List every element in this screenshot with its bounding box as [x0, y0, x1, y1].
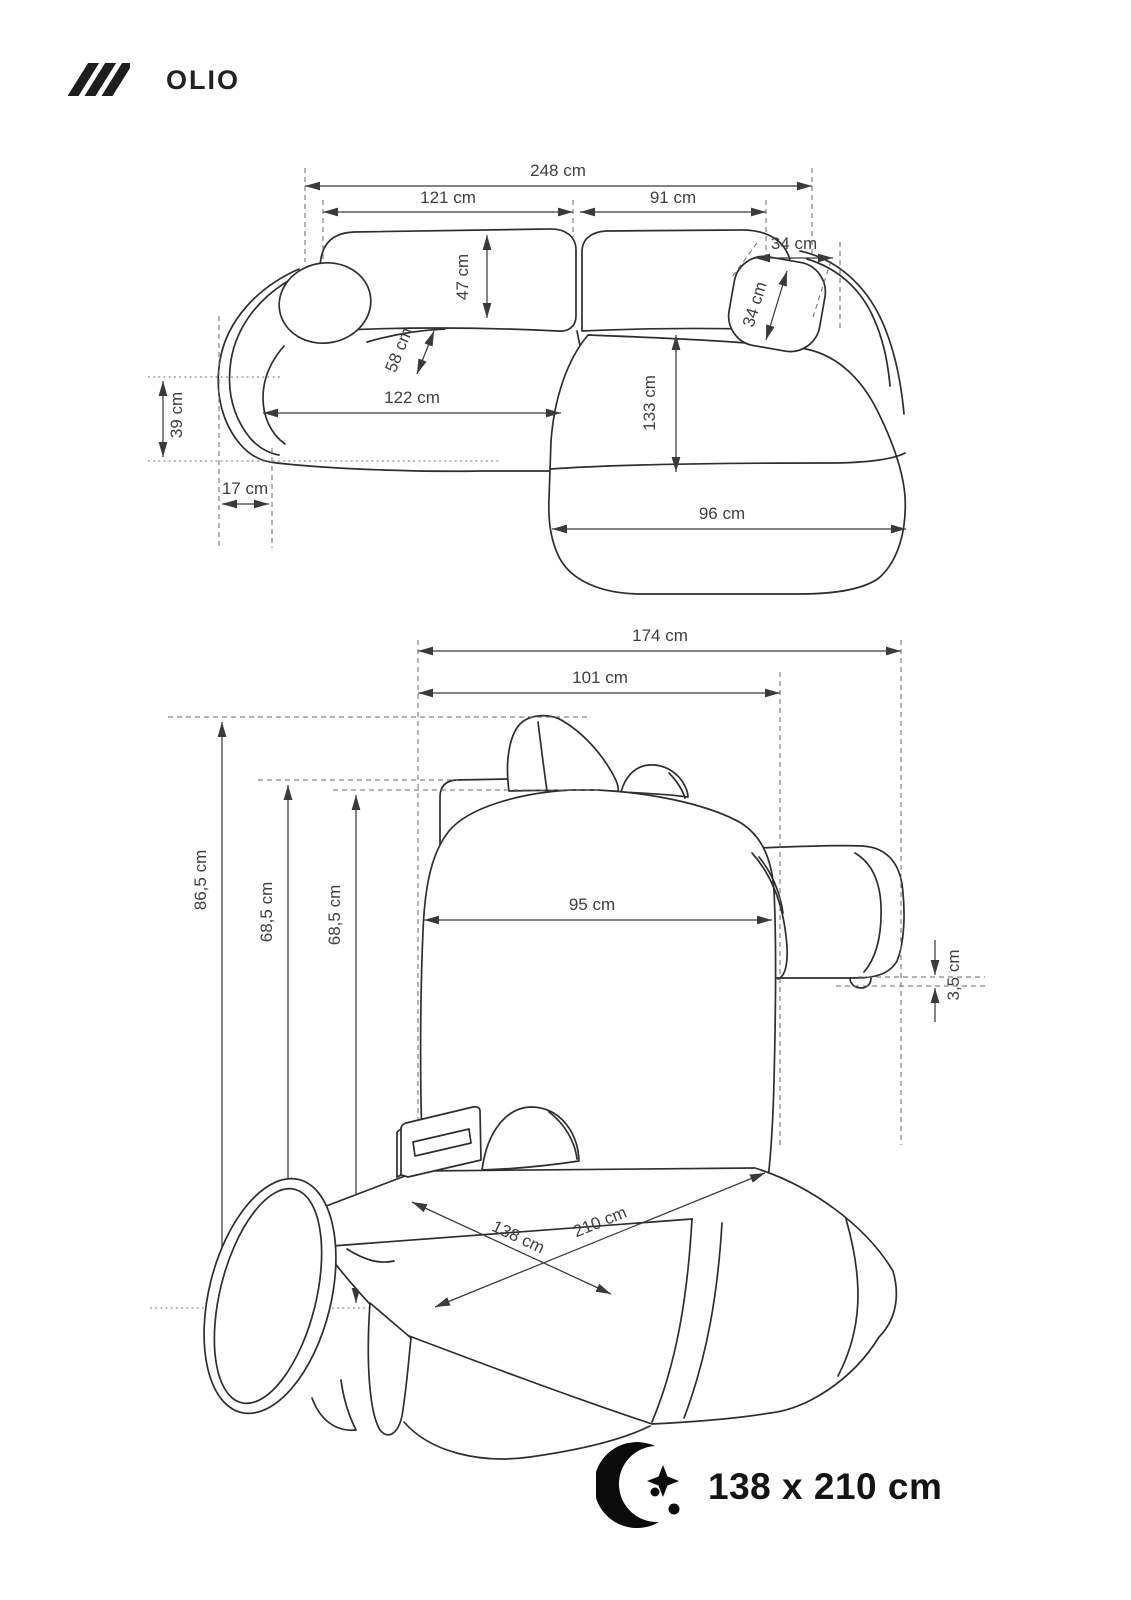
dim-body-width-label: 95 cm	[568, 895, 616, 914]
dim-armrest-height-label: 68,5 cm	[325, 884, 344, 946]
sofa-top-view-drawing	[148, 161, 906, 594]
sofa-bed-view-drawing	[182, 1107, 897, 1459]
dim-armrest-width-label: 17 cm	[221, 479, 269, 498]
dim-left-section-label: 121 cm	[420, 188, 476, 207]
moon-stars-icon	[596, 1441, 688, 1533]
dim-total-width-label: 248 cm	[530, 161, 586, 180]
dim-bed-length-label: 210 cm	[570, 1202, 630, 1242]
dim-headrest-depth-label: 34 cm	[738, 279, 771, 330]
dim-chaise-length-label: 133 cm	[640, 375, 659, 431]
dim-total-depth-label: 174 cm	[632, 626, 688, 645]
sleeping-area-info	[596, 1441, 942, 1533]
dim-armrest-overhang-label: 39 cm	[167, 391, 186, 439]
dim-leg-height-label: 3,5 cm	[944, 949, 963, 1001]
dim-seat-width-label: 122 cm	[384, 388, 440, 407]
dim-right-section-label: 91 cm	[649, 188, 697, 207]
dim-total-height-label: 86,5 cm	[191, 849, 210, 911]
brand-name: OLIO	[166, 64, 240, 95]
sleeping-area-size: 138 x 210 cm	[708, 1466, 943, 1507]
dim-seat-depth-label: 58 cm	[381, 324, 417, 375]
dim-chaise-width-label: 96 cm	[698, 504, 746, 523]
dim-backrest-height-label: 68,5 cm	[257, 881, 276, 943]
dim-bed-width-label: 138 cm	[489, 1216, 548, 1258]
dim-depth-no-chaise-label: 101 cm	[572, 668, 628, 687]
dim-backrest-depth-label: 47 cm	[453, 253, 472, 301]
dim-headrest-width-label: 34 cm	[770, 234, 818, 253]
